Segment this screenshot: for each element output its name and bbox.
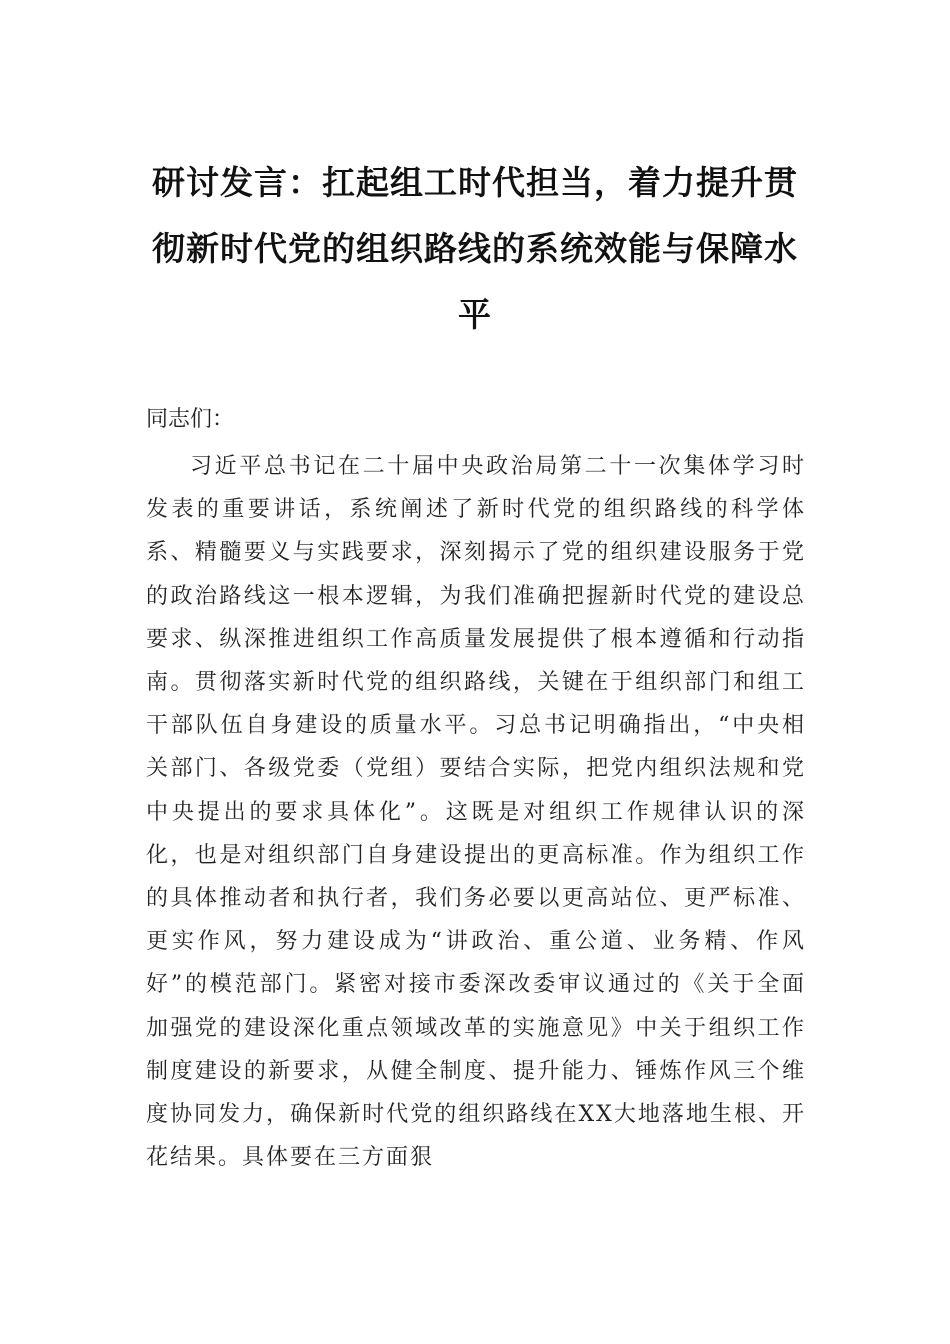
document-title: 研讨发言：扛起组工时代担当，着力提升贯彻新时代党的组织路线的系统效能与保障水平 [152, 163, 798, 334]
salutation: 同志们： [146, 407, 235, 432]
body-paragraph: 习近平总书记在二十届中央政治局第二十一次集体学习时发表的重要讲话，系统阐述了新时代党的组织路线的科学体系、精髓要义与实践要求，深刻揭示了党的组织建设服务于党的政治路线这一根本逻辑，为我们准确把握新时代党的建设总要求、纵深推进组织工作高质量发展提供了根本遵循和行动指南。贯彻落实新时代党的组织路线，关键在于组织部门和组工干部队伍自身建设的质量水平。习总书记明确指出，“中央相关部门、各级党委（党组）要结合实际，把党内组织法规和党中央提出的要求具体化”。这既是对组织工作规律认识的深化，也是对组织部门自身建设提出的更高标准。作为组织工作的具体推动者和执行者，我们务必要以更高站位、更严标准、更实作风，努力建设成为“讲政治、重公道、业务精、作风好”的模范部门。紧密对接市委深改委审议通过的《关于全面加强党的建设深化重点领域改革的实施意见》中关于组织工作制度建设的新要求，从健全制度、提升能力、锤炼作风三个维度协同发力，确保新时代党的组织路线在XX大地落地生根、开花结果。具体要在三方面狠 [146, 454, 806, 1171]
